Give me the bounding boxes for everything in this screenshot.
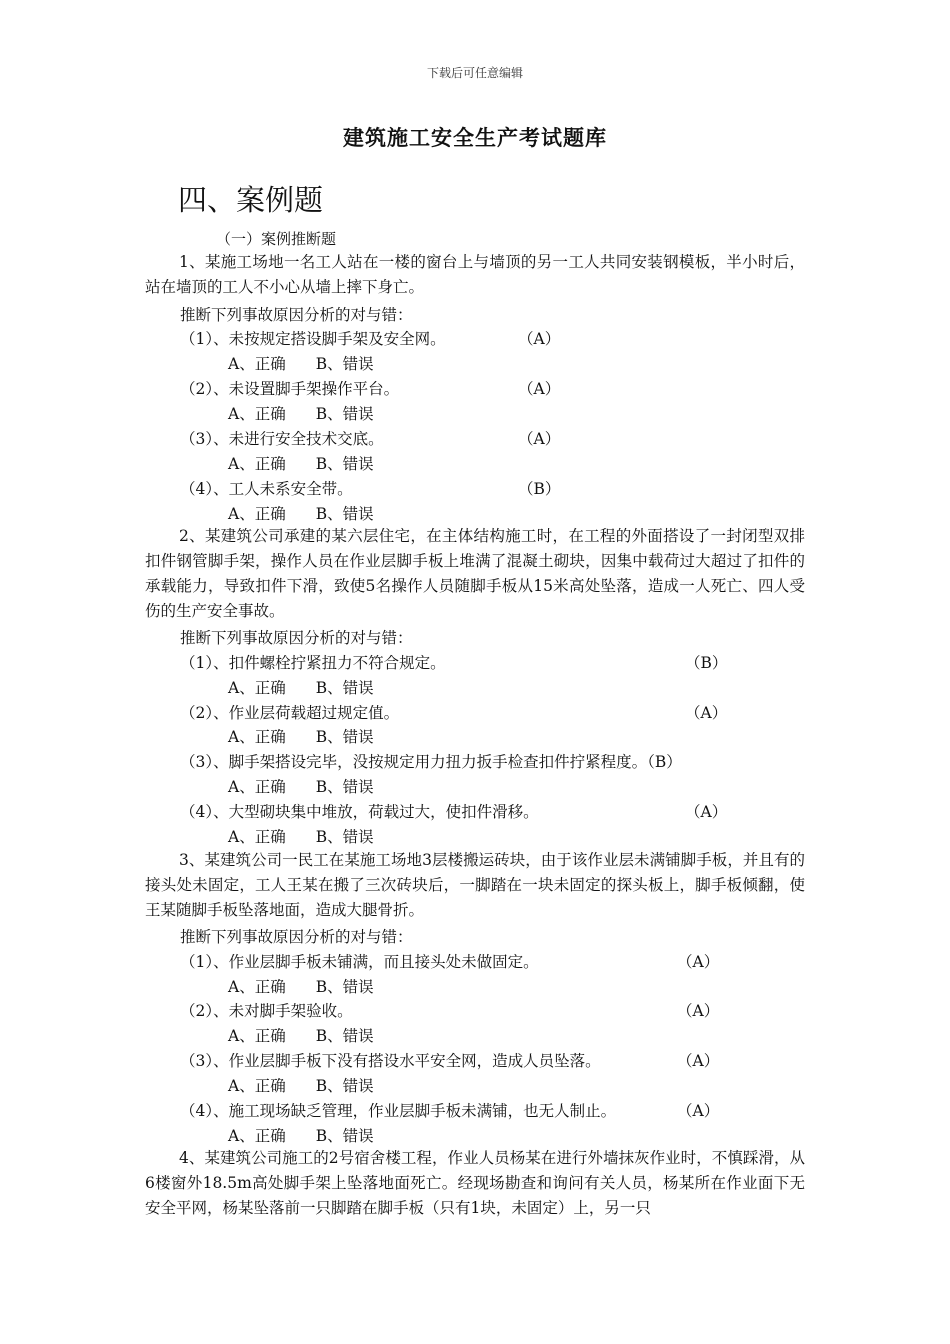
case-2-answer-3: （B） xyxy=(647,753,682,771)
case-2-prompt: 推断下列事故原因分析的对与错： xyxy=(180,629,413,647)
case-3-answer-3: （A） xyxy=(677,1052,720,1070)
case-2-options-1 xyxy=(228,676,374,698)
case-2-question-3 xyxy=(180,750,682,772)
option-b: B、错误 xyxy=(315,778,374,796)
case-2-options-3 xyxy=(228,775,374,797)
option-a: A、正确 xyxy=(228,1027,286,1045)
case-3-question-1: （1）、作业层脚手板未铺满，而且接头处未做固定。 xyxy=(180,953,539,971)
option-a: A、正确 xyxy=(228,1077,286,1095)
option-a: A、正确 xyxy=(228,355,286,373)
case-2-question-1: （1）、扣件螺栓拧紧扭力不符合规定。 xyxy=(180,654,446,672)
case-1-options-4 xyxy=(228,502,374,524)
section-heading: 四、案例题 xyxy=(178,183,324,217)
document-title: 建筑施工安全生产考试题库 xyxy=(343,125,607,150)
case-3-options-1 xyxy=(228,975,374,997)
case-3-prompt: 推断下列事故原因分析的对与错： xyxy=(180,928,413,946)
subsection-heading: （一）案例推断题 xyxy=(216,230,337,248)
case-3-answer-1: （A） xyxy=(677,953,720,971)
case-3-answer-4: （A） xyxy=(677,1102,720,1120)
option-b: B、错误 xyxy=(315,828,374,846)
option-a: A、正确 xyxy=(228,405,286,423)
case-3-options-4 xyxy=(228,1124,374,1146)
case-1-answer-1: （A） xyxy=(518,330,561,348)
option-a: A、正确 xyxy=(228,1127,286,1145)
option-b: B、错误 xyxy=(315,1027,374,1045)
case-3-question-3: （3）、作业层脚手板下没有搭设水平安全网，造成人员坠落。 xyxy=(180,1052,601,1070)
case-2-options-2 xyxy=(228,725,374,747)
option-a: A、正确 xyxy=(228,455,286,473)
case-2-question-4: （4）、大型砌块集中堆放，荷载过大，使扣件滑移。 xyxy=(180,803,539,821)
case-3-options-3 xyxy=(228,1074,374,1096)
case-1-answer-4: （B） xyxy=(518,480,561,498)
case-1-options-2 xyxy=(228,402,374,424)
case-3-options-2 xyxy=(228,1024,374,1046)
question-text: （3）、脚手架搭设完毕，没按规定用力扭力扳手检查扣件拧紧程度。 xyxy=(180,753,648,771)
option-a: A、正确 xyxy=(228,978,286,996)
option-a: A、正确 xyxy=(228,679,286,697)
option-b: B、错误 xyxy=(315,1127,374,1145)
case-3-text: 3、某建筑公司一民工在某施工场地3层楼搬运砖块，由于该作业层未满铺脚手板，并且有的接头处未固定，工人王某在搬了三次砖块后，一脚踏在一块未固定的探头板上，脚手板倾翻，使王某随脚手板坠落地面，造成大腿骨折。 xyxy=(145,851,805,919)
case-1-question-2: （2）、未设置脚手架操作平台。 xyxy=(180,380,400,398)
case-2-answer-4: （A） xyxy=(685,803,728,821)
case-1-question-1: （1）、未按规定搭设脚手架及安全网。 xyxy=(180,330,446,348)
case-1-text: 1、某施工场地一名工人站在一楼的窗台上与墙顶的另一工人共同安装钢模板，半小时后，站在墙顶的工人不小心从墙上摔下身亡。 xyxy=(145,253,805,296)
option-a: A、正确 xyxy=(228,505,286,523)
case-2-text: 2、某建筑公司承建的某六层住宅，在主体结构施工时，在工程的外面搭设了一封闭型双排扣件钢管脚手架，操作人员在作业层脚手板上堆满了混凝土砌块，因集中载荷过大超过了扣件的承载能力，导致扣件下滑，致使5名操作人员随脚手板从15米高处坠落，造成一人死亡、四人受伤的生产安全事故。 xyxy=(145,527,805,620)
case-3-question-4: （4）、施工现场缺乏管理，作业层脚手板未满铺，也无人制止。 xyxy=(180,1102,617,1120)
case-3-question-2: （2）、未对脚手架验收。 xyxy=(180,1002,353,1020)
option-a: A、正确 xyxy=(228,728,286,746)
option-a: A、正确 xyxy=(228,828,286,846)
case-1-options-1 xyxy=(228,352,374,374)
option-b: B、错误 xyxy=(315,505,374,523)
option-b: B、错误 xyxy=(315,455,374,473)
case-1-answer-3: （A） xyxy=(518,430,561,448)
case-2-answer-1: （B） xyxy=(685,654,728,672)
option-b: B、错误 xyxy=(315,679,374,697)
option-b: B、错误 xyxy=(315,978,374,996)
case-2-question-2: （2）、作业层荷载超过规定值。 xyxy=(180,704,400,722)
case-3-answer-2: （A） xyxy=(677,1002,720,1020)
option-b: B、错误 xyxy=(315,1077,374,1095)
option-a: A、正确 xyxy=(228,778,286,796)
case-1-options-3 xyxy=(228,452,374,474)
case-1-question-3: （3）、未进行安全技术交底。 xyxy=(180,430,384,448)
option-b: B、错误 xyxy=(315,355,374,373)
case-4-text: 4、某建筑公司施工的2号宿舍楼工程，作业人员杨某在进行外墙抹灰作业时，不慎踩滑，从6楼窗外18.5m高处脚手架上坠落地面死亡。经现场勘查和询问有关人员，杨某所在作业面下无安全平网，杨某坠落前一只脚踏在脚手板（只有1块，未固定）上，另一只 xyxy=(145,1149,805,1217)
option-b: B、错误 xyxy=(315,405,374,423)
case-2-answer-2: （A） xyxy=(685,704,728,722)
case-1-question-4: （4）、工人未系安全带。 xyxy=(180,480,353,498)
page-header: 下载后可任意编辑 xyxy=(426,66,523,80)
case-2-options-4 xyxy=(228,825,374,847)
case-1-answer-2: （A） xyxy=(518,380,561,398)
option-b: B、错误 xyxy=(315,728,374,746)
case-1-prompt: 推断下列事故原因分析的对与错： xyxy=(180,306,413,324)
